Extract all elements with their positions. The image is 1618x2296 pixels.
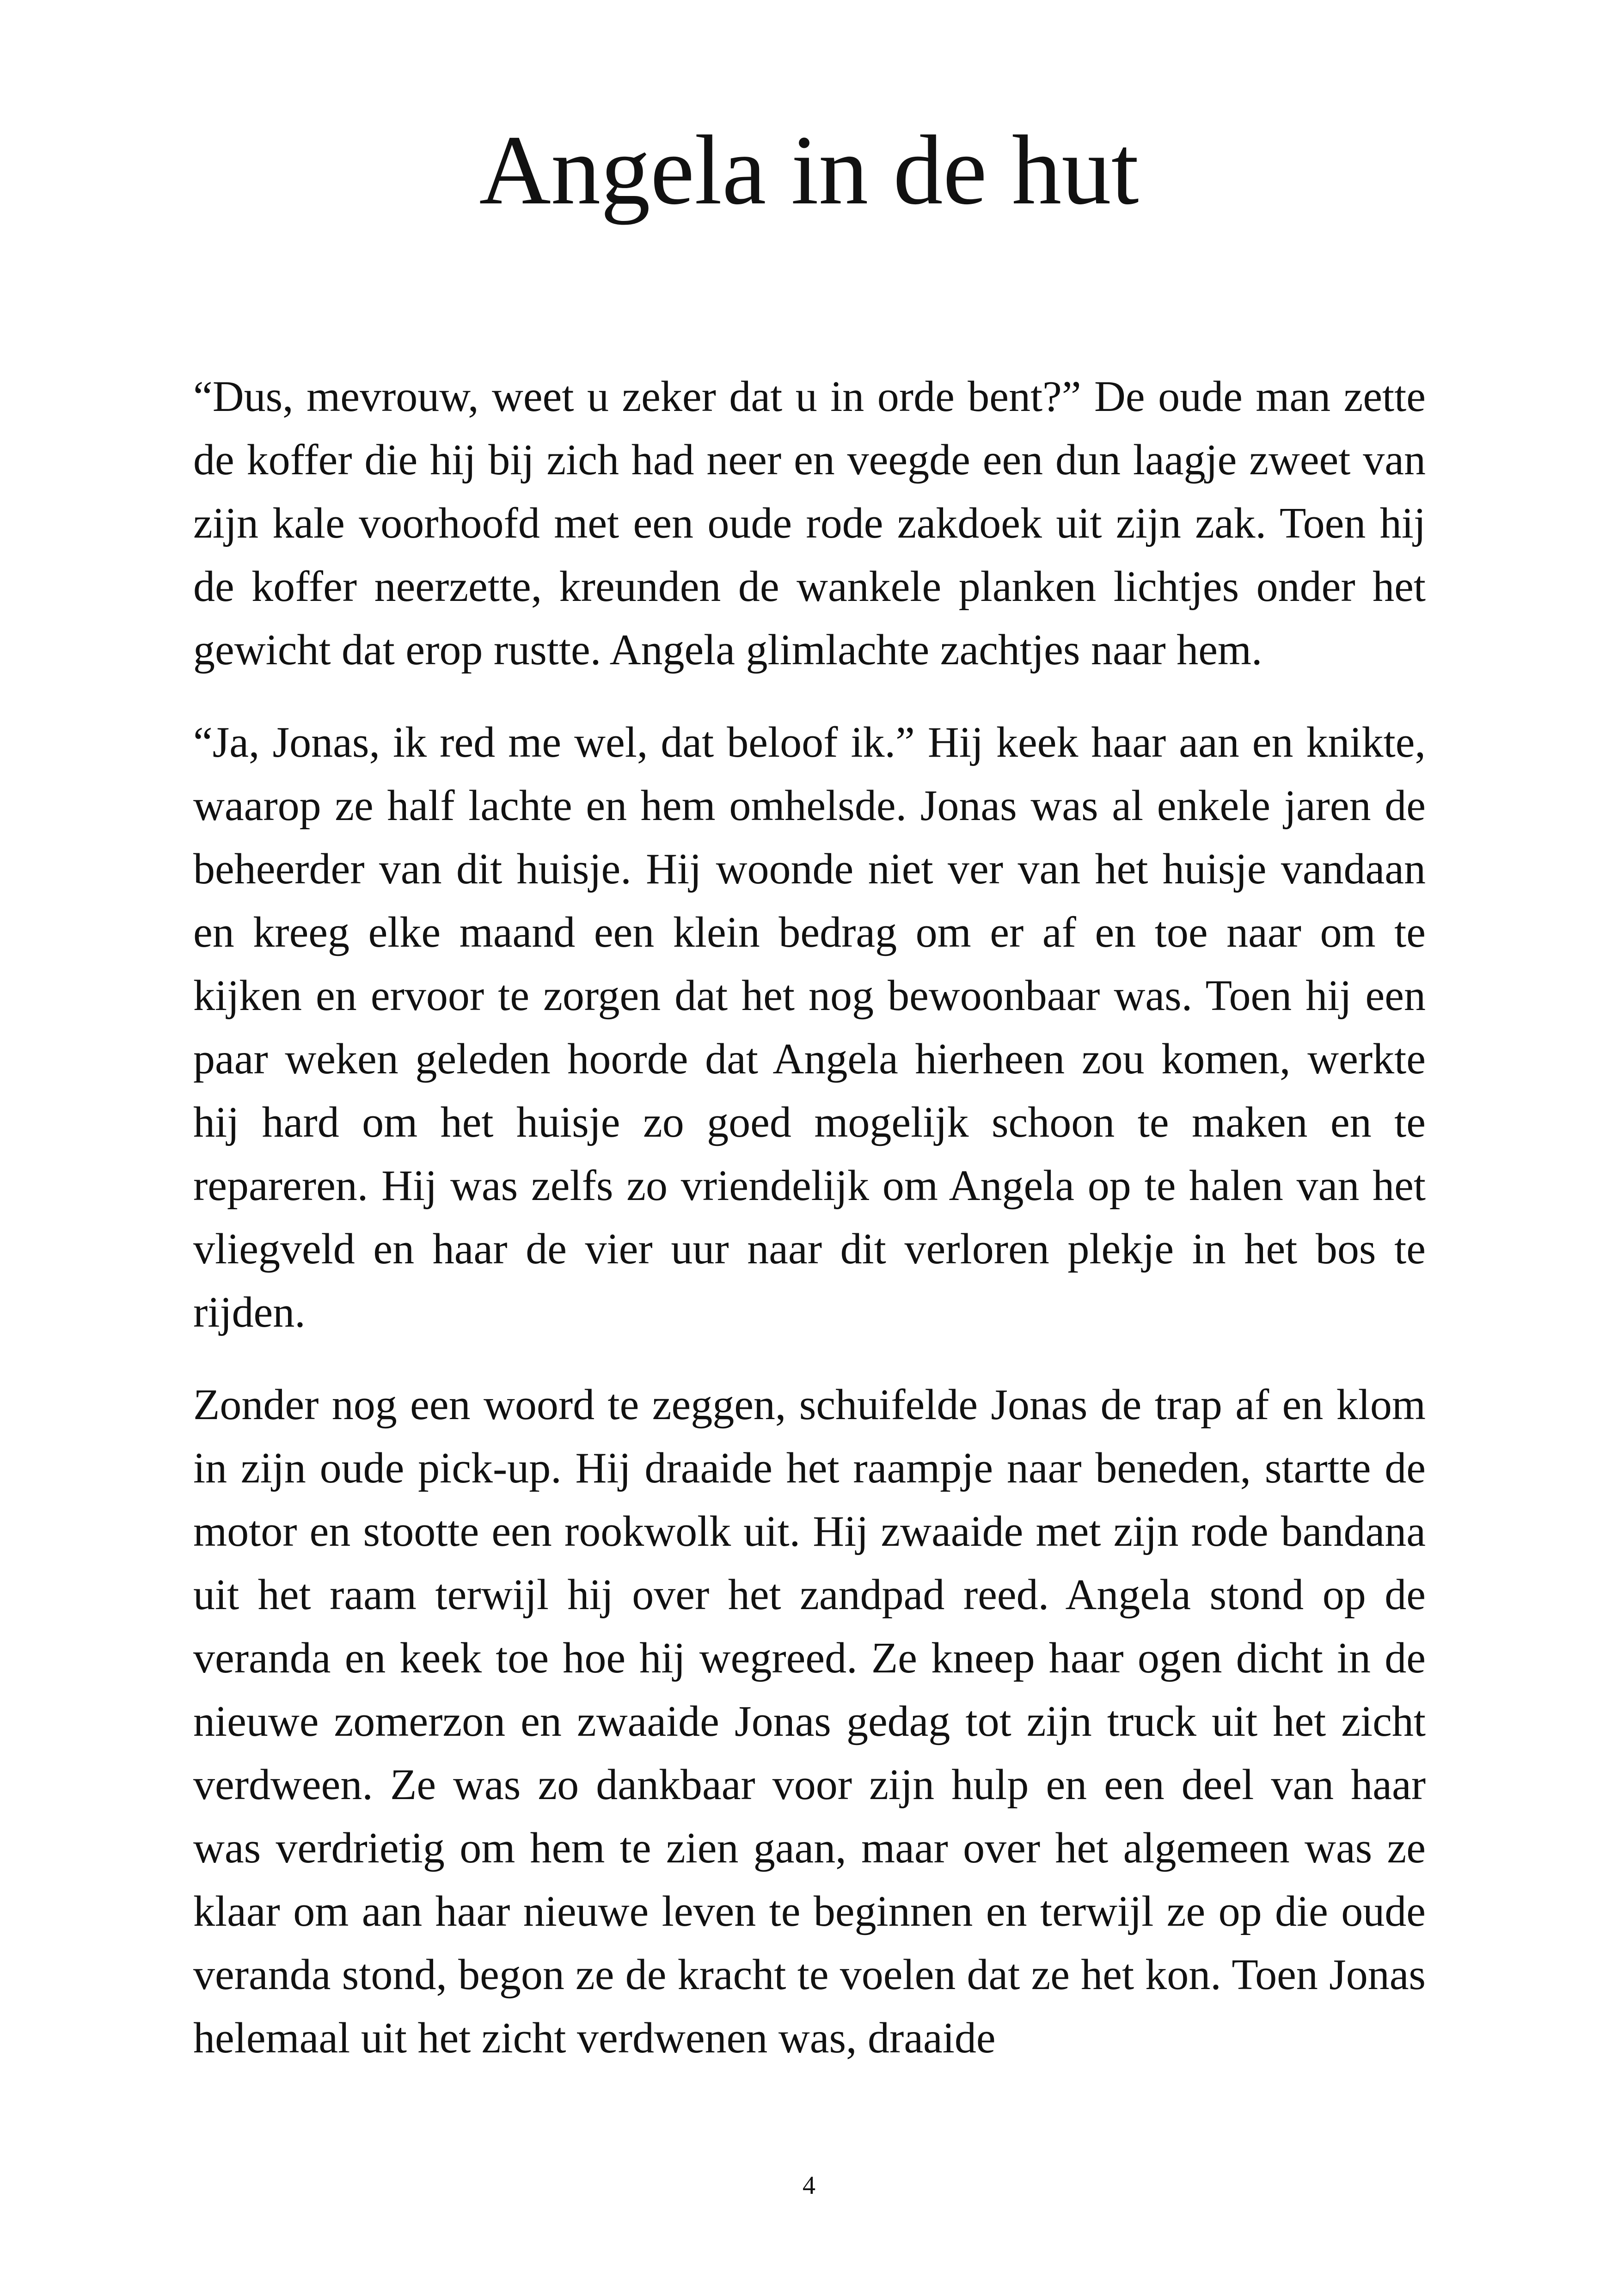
body-text (193, 365, 1426, 2099)
chapter-title: Angela in de hut (479, 115, 1139, 225)
paragraph: “Ja, Jonas, ik red me wel, dat beloof ik.” Hij keek haar aan en knikte, waarop ze half lachte en hem omhelsde. Jonas was al enkele jaren de beheerder van dit huisje. Hij woonde niet ver van het huisje vandaan en kreeg elke maand een klein bedrag om er af en toe naar om te kijken en ervoor te zorgen dat het nog bewoonbaar was. Toen hij een paar weken geleden hoorde dat Angela hierheen zou komen, werkte hij hard om het huisje zo goed mogelijk schoon te maken en te repareren. Hij was zelfs zo vriendelijk om Angela op te halen van het vliegveld en haar de vier uur naar dit verloren plekje in het bos te rijden. (193, 718, 1426, 1336)
paragraph: Zonder nog een woord te zeggen, schuifelde Jonas de trap af en klom in zijn oude pick-up. Hij draaide het raampje naar beneden, startte de motor en stootte een rookwolk uit. Hij zwaaide met zijn rode bandana uit het raam terwijl hij over het zandpad reed. Angela stond op de veranda en keek toe hoe hij wegreed. Ze kneep haar ogen dicht in de nieuwe zomerzon en zwaaide Jonas gedag tot zijn truck uit het zicht verdween. Ze was zo dankbaar voor zijn hulp en een deel van haar was verdrietig om hem te zien gaan, maar over het algemeen was ze klaar om aan haar nieuwe leven te beginnen en terwijl ze op die oude veranda stond, begon ze de kracht te voelen dat ze het kon. Toen Jonas helemaal uit het zicht verdwenen was, draaide (193, 1381, 1426, 2062)
paragraph: “Dus, mevrouw, weet u zeker dat u in orde bent?” De oude man zette de koffer die hij bij zich had neer en veegde een dun laagje zweet van zijn kale voorhoofd met een oude rode zakdoek uit zijn zak. Toen hij de koffer neerzette, kreunden de wankele planken lichtjes onder het gewicht dat erop rustte. Angela glimlachte zachtjes naar hem. (193, 373, 1426, 674)
page-number: 4 (803, 2171, 815, 2200)
